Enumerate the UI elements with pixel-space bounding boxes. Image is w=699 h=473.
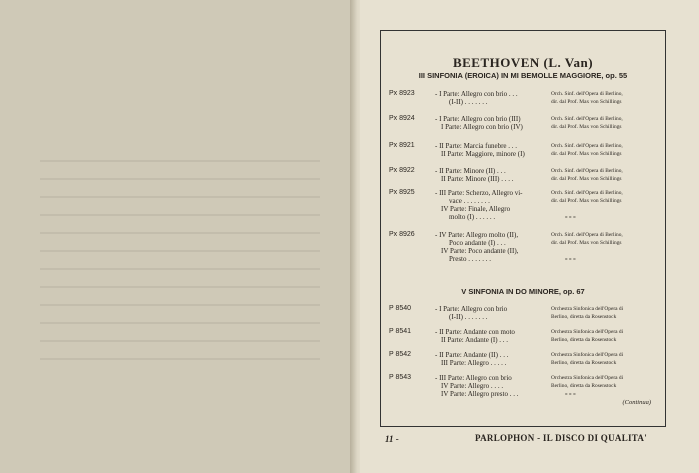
performer-credit <box>551 231 663 263</box>
performer-line: Berlino, diretta da Rosenstock <box>551 383 617 389</box>
performer-line: dir. dal Prof. Max von Schillings <box>551 124 622 130</box>
catalog-number: Px 8921 <box>389 142 415 149</box>
movement-line: - IV Parte: Allegro molto (II), <box>435 231 519 239</box>
movement-list <box>435 231 547 263</box>
performer-line: dir. dal Prof. Max von Schillings <box>551 176 622 182</box>
movement-line: molto (I) . . . . . . <box>449 213 496 221</box>
performer-credit <box>551 374 663 398</box>
movement-line: II Parte: Minore (III) . . . . <box>441 175 514 183</box>
performer-line: dir. dal Prof. Max von Schillings <box>551 198 622 204</box>
work-title-fifth: V SINFONIA IN DO MINORE, op. 67 <box>461 287 585 296</box>
performer-line: dir. dal Prof. Max von Schillings <box>551 240 622 246</box>
ditto-marks: » » » <box>565 391 576 397</box>
movement-list <box>435 374 547 398</box>
performer-credit <box>551 328 663 344</box>
movement-line: - I Parte: Allegro con brio . . . <box>435 90 518 98</box>
performer-line: Orch. Sinf. dell'Opera di Berlino, <box>551 116 623 122</box>
page-number: 11 - <box>385 434 399 444</box>
movement-line: II Parte: Andante (I) . . . <box>441 336 509 344</box>
movement-line: I Parte: Allegro con brio (IV) <box>441 123 523 131</box>
performer-line <box>551 205 663 213</box>
performer-line: Orchestra Sinfonica dell'Opera di <box>551 352 624 358</box>
composer-heading: BEETHOVEN (L. Van) <box>452 55 594 70</box>
performer-line: Berlino, diretta da Rosenstock <box>551 337 617 343</box>
performer-line <box>551 247 663 255</box>
performer-credit <box>551 351 663 367</box>
movement-line: IV Parte: Allegro . . . . <box>441 382 504 390</box>
catalog-number: Px 8925 <box>389 189 415 196</box>
catalog-number: P 8540 <box>389 305 412 312</box>
ditto-marks: » » » <box>565 256 576 262</box>
movement-line: - II Parte: Andante (II) . . . <box>435 351 509 359</box>
catalog-number: Px 8924 <box>389 115 415 122</box>
catalog-number: Px 8926 <box>389 231 415 238</box>
show-through <box>40 160 320 360</box>
catalog-number: P 8542 <box>389 351 412 358</box>
work-title-eroica: III SINFONIA (EROICA) IN MI BEMOLLE MAGGIORE, op. 55 <box>418 71 628 80</box>
movement-line: - II Parte: Marcia funebre . . . <box>435 142 518 150</box>
performer-line: dir. dal Prof. Max von Schillings <box>551 99 622 105</box>
performer-credit <box>551 305 663 321</box>
movement-line: Presto . . . . . . . <box>449 255 491 263</box>
catalog-number: Px 8923 <box>389 90 415 97</box>
performer-credit <box>551 90 663 106</box>
continued-note: (Continua) <box>622 399 651 406</box>
movement-line: - I Parte: Allegro con brio <box>435 305 508 313</box>
catalog-number: P 8541 <box>389 328 412 335</box>
performer-line: Berlino, diretta da Rosenstock <box>551 360 617 366</box>
movement-line: - I Parte: Allegro con brio (III) <box>435 115 521 123</box>
movement-list <box>435 142 547 158</box>
movement-list <box>435 328 547 344</box>
record-entry <box>381 189 665 229</box>
performer-credit <box>551 142 663 158</box>
catalog-number: P 8543 <box>389 374 412 381</box>
ditto-marks: » » » <box>565 214 576 220</box>
movement-list <box>435 305 547 321</box>
record-entry <box>381 231 665 271</box>
footer-brand: PARLOPHON - IL DISCO DI QUALITA' <box>475 433 648 443</box>
movement-line: - III Parte: Scherzo, Allegro vi- <box>435 189 523 197</box>
movement-line: (I-II) . . . . . . . <box>449 313 488 321</box>
movement-line: - II Parte: Andante con moto <box>435 328 515 336</box>
performer-line: Orch. Sinf. dell'Opera di Berlino, <box>551 143 623 149</box>
performer-line: Orchestra Sinfonica dell'Opera di <box>551 306 624 312</box>
performer-line: Orch. Sinf. dell'Opera di Berlino, <box>551 190 623 196</box>
movement-line: - III Parte: Allegro con brio <box>435 374 512 382</box>
performer-credit <box>551 115 663 131</box>
performer-line: dir. dal Prof. Max von Schillings <box>551 151 622 157</box>
movement-line: - II Parte: Minore (II) . . . <box>435 167 506 175</box>
movement-line: (I-II) . . . . . . . <box>449 98 488 106</box>
performer-line: Orch. Sinf. dell'Opera di Berlino, <box>551 91 623 97</box>
movement-line: Poco andante (I) . . . <box>449 239 506 247</box>
movement-line: III Parte: Allegro . . . . . <box>441 359 507 367</box>
catalog-frame <box>380 30 666 427</box>
movement-line: IV Parte: Poco andante (II), <box>441 247 519 255</box>
catalog-number: Px 8922 <box>389 167 415 174</box>
movement-line: vace . . . . . . . . <box>449 197 490 205</box>
performer-line: Orchestra Sinfonica dell'Opera di <box>551 375 624 381</box>
movement-list <box>435 351 547 367</box>
performer-line: Orchestra Sinfonica dell'Opera di <box>551 329 624 335</box>
performer-line: Orch. Sinf. dell'Opera di Berlino, <box>551 232 623 238</box>
movement-line: IV Parte: Finale, Allegro <box>441 205 511 213</box>
movement-list <box>435 90 547 106</box>
performer-credit <box>551 189 663 221</box>
movement-line: IV Parte: Allegro presto . . . <box>441 390 519 398</box>
record-entry <box>381 115 665 145</box>
performer-line: Orch. Sinf. dell'Opera di Berlino, <box>551 168 623 174</box>
movement-line: II Parte: Maggiore, minore (I) <box>441 150 525 158</box>
performer-credit <box>551 167 663 183</box>
movement-list <box>435 167 547 183</box>
movement-list <box>435 115 547 131</box>
movement-list <box>435 189 547 221</box>
performer-line: Berlino, diretta da Rosenstock <box>551 314 617 320</box>
